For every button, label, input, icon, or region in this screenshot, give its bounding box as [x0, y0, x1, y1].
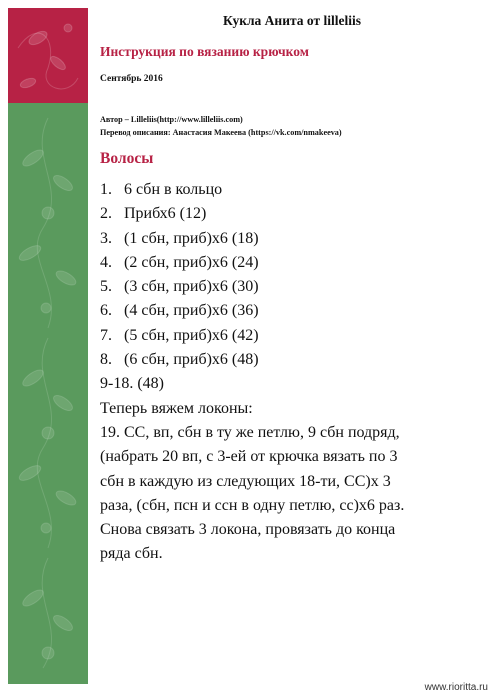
row-19-line: сбн в каждую из следующих 18-ти, СС)х 3: [100, 472, 391, 490]
step-7: [100, 324, 484, 348]
credits-block: [100, 113, 342, 139]
step-number: 7.: [100, 326, 112, 344]
translation-credit: Перевод описания: Анастасия Макеева (https://vk.com/nmakeeva): [100, 128, 342, 137]
site-watermark: www.rioritta.ru: [424, 682, 488, 693]
document-title: Кукла Анита от lilleliis: [223, 13, 361, 28]
step-8: [100, 348, 484, 372]
step-number: 6.: [100, 302, 112, 320]
row-19-line: ряда сбн.: [100, 545, 163, 563]
section-heading: Волосы: [100, 150, 154, 167]
step-number: 1.: [100, 181, 112, 198]
step-text: (5 сбн, приб)х6 (42): [124, 326, 259, 344]
rows-9-18: 9-18. (48): [100, 375, 164, 393]
step-number: 3.: [100, 229, 112, 247]
step-text: 6 сбн в кольцо: [124, 181, 223, 198]
step-1: [100, 178, 484, 202]
step-text: (6 сбн, приб)х6 (48): [124, 351, 259, 369]
step-3: [100, 227, 484, 251]
step-4: [100, 251, 484, 275]
document-date: Сентябрь 2016: [100, 74, 163, 84]
step-text: Прибх6 (12): [124, 205, 207, 223]
step-text: (3 сбн, приб)х6 (30): [124, 278, 259, 296]
step-text: (1 сбн, приб)х6 (18): [124, 229, 259, 247]
row-19-line: 19. СС, вп, сбн в ту же петлю, 9 сбн подряд,: [100, 423, 400, 441]
row-19-line: (набрать 20 вп, с 3-ей от крючка вязать по 3: [100, 448, 398, 466]
document-subtitle: Инструкция по вязанию крючком: [100, 44, 309, 59]
step-5: [100, 275, 484, 299]
step-text: (2 сбн, приб)х6 (24): [124, 253, 259, 271]
step-number: 5.: [100, 278, 112, 296]
step-text: (4 сбн, приб)х6 (36): [124, 302, 259, 320]
curls-intro: Теперь вяжем локоны:: [100, 399, 253, 417]
step-number: 4.: [100, 253, 112, 271]
step-number: 2.: [100, 205, 112, 223]
row-19-line: раза, (сбн, псн и ссн в одну петлю, сс)х6 раз.: [100, 496, 405, 514]
floral-ornament-icon: [8, 8, 88, 684]
author-credit: Автор – Lilleliis(http://www.lilleliis.com): [100, 115, 243, 124]
step-number: 8.: [100, 351, 112, 369]
step-6: [100, 299, 484, 323]
decorative-sidebar: [8, 8, 88, 684]
step-2: [100, 202, 484, 226]
instruction-steps: [100, 178, 484, 567]
row-19-line: Снова связать 3 локона, провязать до конца: [100, 521, 396, 539]
